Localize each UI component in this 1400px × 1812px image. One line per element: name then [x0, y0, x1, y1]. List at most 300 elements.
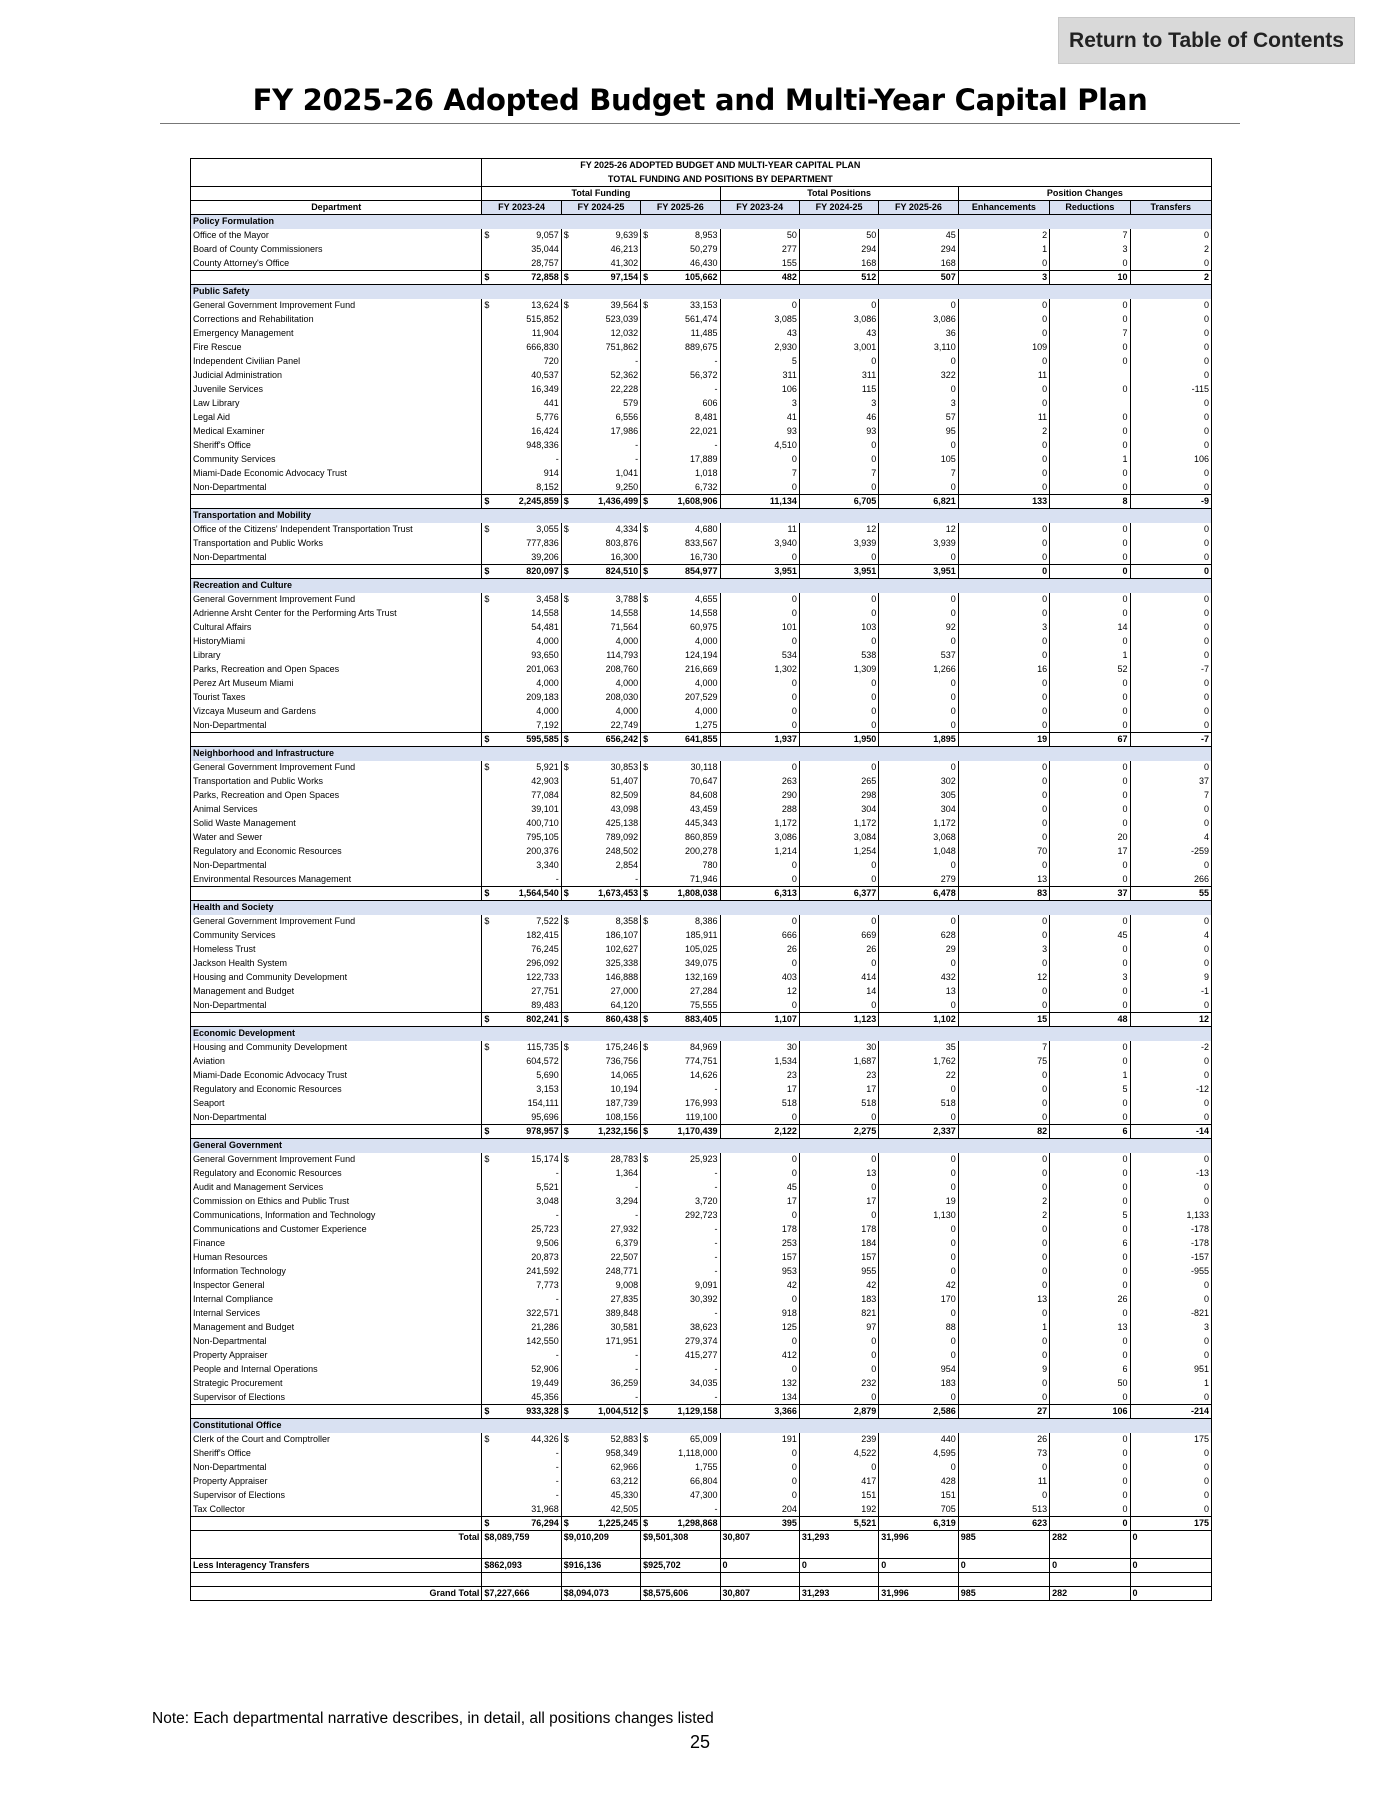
cell — [799, 229, 878, 243]
cell — [641, 775, 720, 789]
table-row — [191, 705, 1212, 719]
currency-symbol: $ — [643, 496, 649, 506]
cell — [799, 649, 878, 663]
cell-value: 0 — [1042, 314, 1048, 324]
cell — [958, 719, 1049, 733]
table-row — [191, 257, 1212, 271]
cell-value: 641,855 — [684, 734, 718, 744]
cell-value: 97,154 — [610, 272, 639, 282]
title-divider — [160, 123, 1240, 124]
cell — [799, 1167, 878, 1181]
cell-value: 19 — [1037, 734, 1048, 744]
cell — [561, 1475, 640, 1489]
department-name — [191, 425, 482, 439]
cell-value: 62,966 — [610, 1462, 639, 1472]
cell — [720, 397, 799, 411]
cell — [641, 1293, 720, 1307]
cell-value: General Government Improvement Fund — [193, 594, 356, 604]
cell-value: Perez Art Museum Miami — [193, 678, 294, 688]
cell-value: 0 — [1042, 1084, 1048, 1094]
cell — [799, 1587, 878, 1601]
cell-value: 41,302 — [610, 257, 639, 268]
cell — [720, 635, 799, 649]
cell-value: Vizcaya Museum and Gardens — [193, 706, 316, 716]
cell — [958, 817, 1049, 831]
cell-value: - — [635, 454, 639, 464]
cell-value: 7,522 — [536, 916, 559, 926]
cell-value: 0 — [1042, 1391, 1048, 1402]
cell — [561, 481, 640, 495]
cell-value: - — [555, 1462, 559, 1472]
cell — [799, 1405, 878, 1419]
cell — [799, 495, 878, 509]
cell — [799, 1265, 878, 1279]
cell-value: 0 — [1042, 860, 1048, 870]
cell-value: 2 — [1042, 426, 1048, 436]
spacer-cell — [720, 1573, 799, 1587]
cell-value: 0 — [1042, 762, 1048, 772]
cell — [958, 397, 1049, 411]
cell — [641, 1237, 720, 1251]
cell-value: Miami-Dade Economic Advocacy Trust — [193, 468, 348, 478]
currency-symbol: $ — [484, 888, 490, 898]
cell-value: 168 — [940, 257, 956, 268]
department-name — [191, 1475, 482, 1489]
column-header-row — [191, 201, 1212, 215]
cell-value: 325,338 — [605, 958, 639, 968]
cell-value: 4,000 — [536, 706, 559, 716]
cell-value: 0 — [1042, 650, 1048, 660]
cell-value: 854,977 — [684, 566, 718, 576]
cell-value: 518 — [861, 1098, 877, 1108]
cell — [799, 1377, 878, 1391]
cell-value: 16,424 — [531, 426, 559, 436]
cell-value: 288 — [781, 804, 797, 814]
cell-value: 0 — [791, 678, 797, 688]
cell-value: 0 — [791, 1210, 797, 1220]
cell — [799, 383, 878, 397]
cell-value: 31,293 — [801, 1588, 830, 1598]
cell-value: 0 — [1203, 1070, 1209, 1080]
cell — [720, 691, 799, 705]
cell — [1130, 887, 1211, 901]
cell-value: 93 — [866, 426, 877, 436]
cell-value: 0 — [1203, 594, 1209, 604]
cell — [799, 943, 878, 957]
cell — [879, 257, 958, 271]
cell-value: 0 — [1122, 300, 1128, 310]
cell — [958, 1349, 1049, 1363]
cell — [958, 1503, 1049, 1517]
cell — [641, 397, 720, 411]
cell-value: 0 — [950, 1266, 956, 1276]
cell-value: Grand Total — [429, 1588, 480, 1598]
cell — [482, 1013, 561, 1027]
cell-value: 0 — [871, 440, 877, 450]
cell-value: 30,392 — [689, 1294, 718, 1304]
cell — [561, 621, 640, 635]
cell — [720, 341, 799, 355]
cell-value: 403 — [781, 972, 797, 982]
cell — [1130, 299, 1211, 313]
department-name — [191, 1195, 482, 1209]
cell — [641, 1181, 720, 1195]
cell-value: 40,537 — [531, 370, 559, 380]
cell-value: 0 — [1122, 1280, 1128, 1290]
cell — [1050, 1237, 1130, 1251]
cell — [641, 355, 720, 369]
cell-value: -178 — [1190, 1224, 1209, 1234]
cell-value: - — [635, 1210, 639, 1220]
cell — [958, 1335, 1049, 1349]
cell — [482, 383, 561, 397]
cell-value: Board of County Commissioners — [193, 244, 323, 254]
table-row — [191, 971, 1212, 985]
cell — [1130, 761, 1211, 775]
cell — [641, 957, 720, 971]
cell-value: Inspector General — [193, 1280, 265, 1290]
cell — [1050, 1517, 1130, 1531]
cell — [641, 831, 720, 845]
cell-value: Supervisor of Elections — [193, 1391, 286, 1402]
cell-value: 3,001 — [853, 342, 877, 352]
currency-symbol: $ — [643, 1126, 649, 1136]
currency-symbol: $ — [563, 762, 569, 772]
cell-value: 7 — [1203, 790, 1209, 800]
cell-value: 628 — [940, 930, 956, 940]
cell-value: 2,879 — [853, 1406, 877, 1416]
cell — [561, 341, 640, 355]
cell — [482, 1069, 561, 1083]
cell-value: 6 — [1122, 1238, 1128, 1248]
cell-value: 3 — [791, 398, 797, 408]
cell-value: 1,254 — [853, 846, 877, 856]
cell — [561, 1125, 640, 1139]
cell-value: 168 — [861, 257, 877, 268]
cell — [1130, 1489, 1211, 1503]
table-row — [191, 761, 1212, 775]
cell — [561, 999, 640, 1013]
cell-value: 3 — [1203, 1322, 1209, 1332]
department-name — [191, 383, 482, 397]
cell — [958, 1293, 1049, 1307]
cell-value: 216,669 — [684, 664, 718, 674]
cell — [1130, 845, 1211, 859]
cell-value: 518 — [781, 1098, 797, 1108]
cell — [482, 1335, 561, 1349]
cell-value: 0 — [1122, 1224, 1128, 1234]
table-row — [191, 299, 1212, 313]
cell — [720, 1167, 799, 1181]
cell-value: 395 — [781, 1518, 797, 1528]
cell — [1130, 1237, 1211, 1251]
cell-value: Tourist Taxes — [193, 692, 246, 702]
cell — [561, 1587, 640, 1601]
cell — [641, 761, 720, 775]
table-row — [191, 453, 1212, 467]
cell — [1050, 1335, 1130, 1349]
cell-value: 0 — [1122, 790, 1128, 800]
cell-value: 440 — [940, 1434, 956, 1444]
cell-value: 13 — [1037, 1294, 1048, 1304]
cell — [641, 929, 720, 943]
cell-value: - — [555, 873, 559, 884]
cell-value: 1,018 — [694, 468, 718, 478]
cell — [958, 887, 1049, 901]
cell-value: 185,911 — [685, 930, 718, 940]
cell-value: 28,783 — [610, 1154, 639, 1164]
cell — [720, 733, 799, 747]
cell-value: 933,328 — [526, 1406, 559, 1416]
cell — [958, 1251, 1049, 1265]
return-to-toc-button[interactable]: Return to Table of Contents — [1058, 17, 1355, 64]
cell — [482, 1433, 561, 1447]
cell — [958, 1209, 1049, 1223]
cell — [720, 1111, 799, 1125]
cell-value: 0 — [1203, 818, 1209, 828]
cell-value: Legal Aid — [193, 412, 231, 422]
column-header: Transfers — [1130, 201, 1211, 215]
currency-symbol: $ — [484, 524, 490, 534]
table-row — [191, 1391, 1212, 1405]
cell — [1130, 1265, 1211, 1279]
cell — [1130, 495, 1211, 509]
cell-value: 0 — [791, 873, 797, 884]
cell — [720, 803, 799, 817]
cell — [958, 355, 1049, 369]
cell — [720, 1097, 799, 1111]
cell-value: 36,259 — [610, 1378, 639, 1388]
cell-value: 142,550 — [526, 1336, 559, 1346]
cell — [958, 439, 1049, 453]
cell — [1050, 397, 1130, 411]
table-row — [191, 663, 1212, 677]
cell — [561, 1433, 640, 1447]
cell-value: 0 — [1042, 1350, 1048, 1360]
department-name — [191, 1223, 482, 1237]
cell-value: 0 — [1203, 440, 1209, 450]
cell-value: 14,626 — [689, 1070, 718, 1080]
cell-value: 4,000 — [615, 706, 639, 716]
cell-value: 0 — [950, 608, 956, 618]
cell — [482, 761, 561, 775]
cell — [799, 327, 878, 341]
cell — [561, 971, 640, 985]
section-header-row — [191, 1139, 1212, 1153]
currency-symbol: $ — [484, 1434, 490, 1444]
cell — [958, 229, 1049, 243]
cell-value: 11 — [1037, 1476, 1048, 1486]
cell — [720, 1433, 799, 1447]
cell — [799, 1195, 878, 1209]
cell-value: 39,101 — [531, 804, 559, 814]
cell-value: 14,558 — [531, 608, 559, 618]
cell — [561, 859, 640, 873]
cell — [1050, 1153, 1130, 1167]
cell — [958, 1475, 1049, 1489]
cell — [1050, 1013, 1130, 1027]
currency-symbol: $ — [484, 272, 490, 282]
cell — [1050, 1391, 1130, 1405]
cell — [1130, 859, 1211, 873]
cell-value: 0 — [950, 1336, 956, 1346]
cell — [482, 789, 561, 803]
table-row — [191, 859, 1212, 873]
cell — [641, 1069, 720, 1083]
cell — [720, 719, 799, 733]
cell — [561, 607, 640, 621]
cell — [482, 691, 561, 705]
cell — [799, 691, 878, 705]
cell-value: 304 — [940, 804, 956, 814]
cell — [482, 1447, 561, 1461]
currency-symbol: $ — [563, 1532, 569, 1543]
cell — [879, 383, 958, 397]
cell — [1130, 705, 1211, 719]
cell — [720, 1265, 799, 1279]
department-name — [191, 1447, 482, 1461]
cell-value: Parks, Recreation and Open Spaces — [193, 664, 340, 674]
cell — [720, 1055, 799, 1069]
cell — [482, 1517, 561, 1531]
table-row — [191, 691, 1212, 705]
cell-value: 0 — [1042, 384, 1048, 394]
cell — [1130, 1433, 1211, 1447]
cell — [799, 985, 878, 999]
cell-value: 0 — [1122, 762, 1128, 772]
cell — [879, 551, 958, 565]
cell — [641, 1531, 720, 1545]
cell-value: 151 — [940, 1490, 956, 1500]
cell-value: 45 — [1117, 930, 1128, 940]
cell — [641, 733, 720, 747]
currency-symbol: $ — [563, 916, 569, 926]
cell-value: 4,680 — [694, 524, 718, 534]
cell-value: Transportation and Public Works — [193, 776, 324, 786]
cell-value: - — [555, 1294, 559, 1304]
cell — [1130, 1181, 1211, 1195]
department-name — [191, 1363, 482, 1377]
subtotal-row — [191, 733, 1212, 747]
cell — [1050, 915, 1130, 929]
cell — [482, 971, 561, 985]
cell — [958, 1181, 1049, 1195]
cell-value: 0 — [950, 916, 956, 926]
cell-value: 26 — [786, 944, 797, 954]
cell-value: 0 — [1042, 1224, 1048, 1234]
cell-value: 157 — [861, 1252, 877, 1262]
cell-value: 0 — [791, 1111, 797, 1122]
cell-value: 22,507 — [610, 1252, 639, 1262]
cell — [482, 1307, 561, 1321]
cell — [958, 985, 1049, 999]
cell-value: Internal Services — [193, 1308, 261, 1318]
cell-value: - — [714, 1168, 718, 1178]
cell — [720, 1503, 799, 1517]
cell-value: 0 — [950, 384, 956, 394]
cell-value: 751,862 — [605, 342, 639, 352]
table-row — [191, 1279, 1212, 1293]
cell-value: 0 — [1042, 551, 1048, 562]
cell — [641, 243, 720, 257]
cell — [720, 1559, 799, 1573]
cell-value: 277 — [781, 244, 797, 254]
cell — [561, 775, 640, 789]
cell-value: 17 — [866, 1084, 877, 1094]
cell-value: - — [714, 1503, 718, 1514]
cell-value: 2 — [1042, 1210, 1048, 1220]
cell — [1130, 1405, 1211, 1419]
cell — [641, 439, 720, 453]
group-header-positions: Total Positions — [720, 187, 958, 201]
cell-value: 27,835 — [610, 1294, 639, 1304]
cell-value: 0 — [871, 678, 877, 688]
currency-symbol: $ — [563, 1126, 569, 1136]
subtotal-row — [191, 1517, 1212, 1531]
table-row — [191, 1461, 1212, 1475]
row-label — [191, 1517, 482, 1531]
cell — [879, 1307, 958, 1321]
cell — [641, 1517, 720, 1531]
currency-symbol: $ — [643, 1154, 649, 1164]
cell — [879, 411, 958, 425]
cell-value: 0 — [1203, 342, 1209, 352]
cell — [720, 1321, 799, 1335]
cell — [879, 915, 958, 929]
cell-value: 30,807 — [722, 1532, 751, 1543]
cell — [561, 1335, 640, 1349]
cell — [482, 1363, 561, 1377]
cell — [1130, 803, 1211, 817]
cell — [561, 593, 640, 607]
cell — [482, 1223, 561, 1237]
cell-value: 1,436,499 — [598, 496, 639, 506]
cell-value: 93 — [786, 426, 797, 436]
cell-value: 0 — [950, 1111, 956, 1122]
cell-value: 14 — [1117, 622, 1128, 632]
cell — [641, 985, 720, 999]
cell — [482, 1503, 561, 1517]
cell-value: 6 — [1122, 1364, 1128, 1374]
department-name — [191, 341, 482, 355]
cell — [1050, 1447, 1130, 1461]
cell-value: 76,245 — [531, 944, 559, 954]
cell — [879, 649, 958, 663]
cell — [1050, 803, 1130, 817]
cell — [879, 453, 958, 467]
cell-value: 31,293 — [801, 1532, 830, 1543]
currency-symbol: $ — [643, 300, 649, 310]
cell-value: 0 — [1203, 1490, 1209, 1500]
cell-value: 0 — [1122, 608, 1128, 618]
cell-value: - — [635, 356, 639, 366]
section-header-fill — [482, 285, 1212, 299]
cell — [482, 649, 561, 663]
table-row — [191, 1307, 1212, 1321]
cell — [1050, 1461, 1130, 1475]
currency-symbol: $ — [563, 1406, 569, 1416]
cell — [1130, 369, 1211, 383]
table-row — [191, 943, 1212, 957]
cell-value: 16 — [1037, 664, 1048, 674]
currency-symbol: $ — [484, 1518, 490, 1528]
cell-value: 13 — [866, 1168, 877, 1178]
cell — [561, 1265, 640, 1279]
cell-value: Solid Waste Management — [193, 818, 296, 828]
row-label — [191, 1559, 482, 1573]
cell-value: 13 — [1117, 1322, 1128, 1332]
cell-value: - — [635, 1364, 639, 1374]
